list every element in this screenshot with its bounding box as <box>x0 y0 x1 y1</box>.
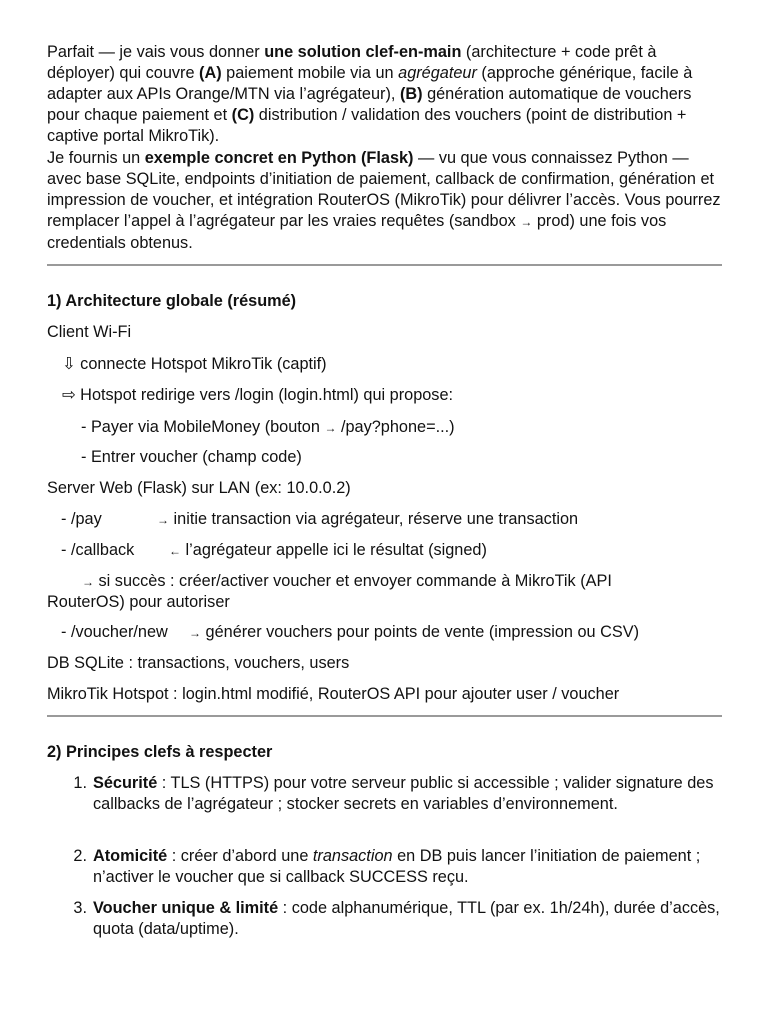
intro-text: paiement mobile via un <box>221 64 399 82</box>
right-arrow-icon: → <box>82 575 94 589</box>
client-label: Client Wi-Fi <box>47 323 132 341</box>
option-pay-text: /pay?phone=...) <box>336 418 455 436</box>
intro-marker-c: (C) <box>231 106 255 124</box>
list-number: 3. <box>73 899 87 917</box>
list-text: en DB puis lancer l’initiation de paiement ; n’activer le voucher que si callback SUCCESS reçu. <box>93 847 701 886</box>
route-description: initie transaction via agrégateur, réserve une transaction <box>169 510 579 528</box>
option-pay <box>81 417 455 439</box>
intro-paragraph <box>47 42 727 147</box>
list-text-italic: transaction <box>312 847 393 865</box>
intro-text: Parfait — je vais vous donner <box>47 43 265 61</box>
option-voucher: - Entrer voucher (champ code) <box>81 448 302 466</box>
list-text: : code alphanumérique, TTL (par ex. 1h/24h), durée d’accès, quota (data/uptime). <box>93 899 720 938</box>
route-callback <box>61 540 487 562</box>
intro-text: Je fournis un <box>47 149 145 167</box>
intro-text: génération automatique de vouchers pour chaque paiement et <box>47 85 692 124</box>
route-pay <box>61 509 578 531</box>
intro-text: distribution / validation des vouchers (point de distribution + captive portal MikroTik). <box>47 106 687 145</box>
callback-success-cont: RouterOS) pour autoriser <box>47 593 230 611</box>
intro-paragraph-2 <box>47 148 727 254</box>
down-arrow-icon: ⇩ <box>62 355 76 373</box>
intro-text: (approche générique, facile à adapter aux APIs Orange/MTN via l’agrégateur), <box>47 64 693 103</box>
connect-line <box>62 354 327 375</box>
success-text: si succès : créer/activer voucher et envoyer commande à MikroTik (API <box>94 572 612 590</box>
server-label: Server Web (Flask) sur LAN (ex: 10.0.0.2) <box>47 479 351 497</box>
right-arrow-icon: ⇨ <box>62 386 76 404</box>
list-text: : créer d’abord une <box>167 847 313 865</box>
list-text: : TLS (HTTPS) pour votre serveur public si accessible ; valider signature des callbacks de l’agrégateur ; stocker secrets en variables d’environnement. <box>93 774 714 813</box>
intro-text: — vu que vous connaissez Python — avec base SQLite, endpoints d’initiation de paiement, callback de confirmation, génération et impression de voucher, et intégration RouterOS (MikroTik) pour délivrer l’accès. Vous pourrez remplacer l’appel à l’agrégateur par les vraies requêtes (sandbox <box>47 149 721 230</box>
redirect-line <box>62 385 453 406</box>
intro-text: (architecture + code prêt à déployer) qui couvre <box>47 43 657 82</box>
right-arrow-icon: → <box>520 215 533 229</box>
mikrotik-label: MikroTik Hotspot : login.html modifié, RouterOS API pour ajouter user / voucher <box>47 685 620 703</box>
list-number: 2. <box>73 847 87 865</box>
section-heading: 1) Architecture globale (résumé) <box>47 292 297 310</box>
option-pay-text: - Payer via MobileMoney (bouton <box>81 418 325 436</box>
list-title: Sécurité <box>93 774 158 792</box>
intro-marker-a: (A) <box>199 64 222 82</box>
db-label: DB SQLite : transactions, vouchers, users <box>47 654 350 672</box>
route-name: - /pay <box>61 510 102 528</box>
divider <box>47 264 722 266</box>
list-body <box>93 898 727 940</box>
route-name: - /voucher/new <box>61 623 168 641</box>
left-arrow-icon: ← <box>169 544 181 558</box>
intro-italic-aggregator: agrégateur <box>398 64 477 82</box>
intro-bold-solution: une solution clef-en-main <box>264 43 462 61</box>
divider <box>47 715 722 717</box>
right-arrow-icon: → <box>189 626 201 640</box>
route-voucher <box>61 622 639 644</box>
intro-bold-example: exemple concret en Python (Flask) <box>144 149 414 167</box>
right-arrow-icon: → <box>157 513 169 527</box>
callback-success <box>82 571 612 593</box>
list-title: Voucher unique & limité <box>93 899 279 917</box>
intro-text: prod) une fois vos credentials obtenus. <box>47 212 667 252</box>
list-title: Atomicité <box>93 847 168 865</box>
route-description: l’agrégateur appelle ici le résultat (signed) <box>181 541 487 559</box>
right-arrow-icon: → <box>324 421 337 435</box>
section-heading: 2) Principes clefs à respecter <box>47 743 273 761</box>
list-body <box>93 846 727 888</box>
route-name: - /callback <box>61 541 135 559</box>
route-description: générer vouchers pour points de vente (impression ou CSV) <box>201 623 640 641</box>
list-number: 1. <box>73 774 87 792</box>
intro-marker-b: (B) <box>399 85 423 103</box>
connect-text: connecte Hotspot MikroTik (captif) <box>75 355 327 373</box>
list-body <box>93 773 727 815</box>
redirect-text: Hotspot redirige vers /login (login.html) qui propose: <box>75 386 454 404</box>
